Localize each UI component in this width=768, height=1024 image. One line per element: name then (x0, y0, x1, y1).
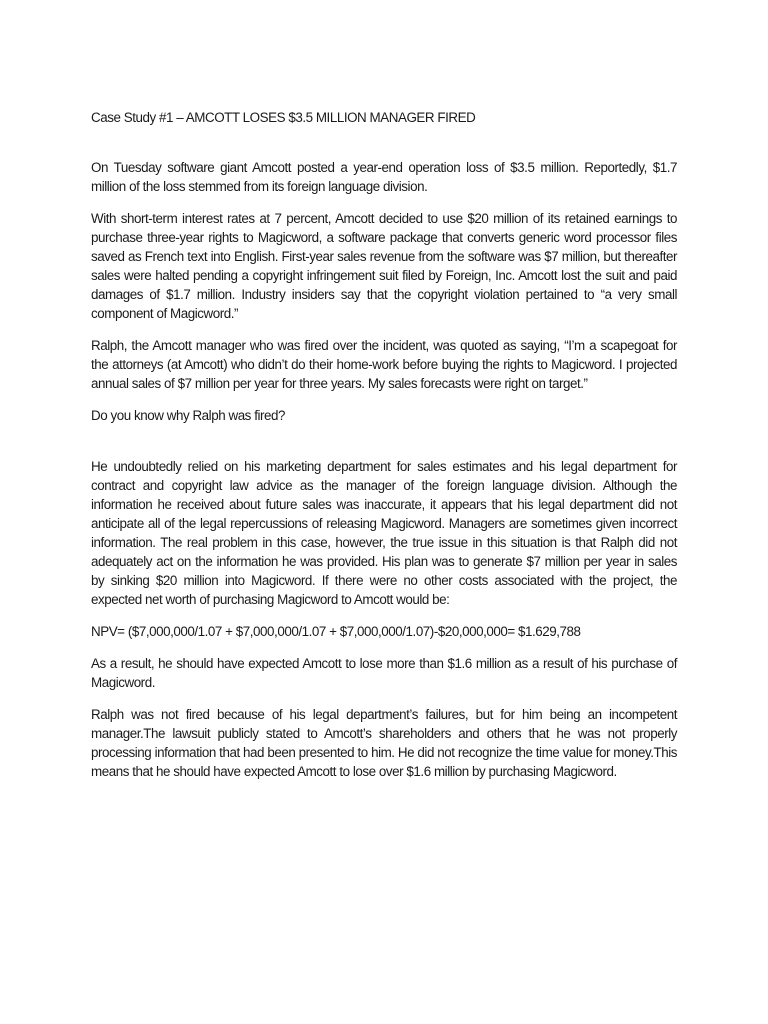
paragraph-npv-formula: NPV= ($7,000,000/1.07 + $7,000,000/1.07 + $7,000,000/1.07)-$20,000,000= $1.629,788 (91, 624, 581, 639)
paragraph-background: With short-term interest rates at 7 percent, Amcott decided to use $20 million of its retained earnings to purchase three-year rights to Magicword, a software package that converts generic word processor files saved as French text into English. First-year sales revenue from the software was $7 million, but thereafter sales were halted pending a copyright infringement suit filed by Foreign, Inc. Amcott lost the suit and paid damages of $1.7 million. Industry insiders say that the copyright violation pertained to “a very small component of Magicword.” (91, 211, 677, 321)
paragraph-analysis: He undoubtedly relied on his marketing department for sales estimates and his legal department for contract and copyright law advice as the manager of the foreign language division. Although the information he received about future sales was inaccurate, it appears that his legal department did not anticipate all of the legal repercussions of releasing Magicword. Managers are sometimes given incorrect information. The real problem in this case, however, the true issue in this situation is that Ralph did not adequately act on the information he was provided. His plan was to generate $7 million per year in sales by sinking $20 million into Magicword. If there were no other costs associated with the project, the expected net worth of purchasing Magicword to Amcott would be: (91, 459, 677, 607)
document-body (91, 108, 677, 794)
paragraph-result: As a result, he should have expected Amcott to lose more than $1.6 million as a result of his purchase of Magicword. (91, 656, 677, 690)
paragraph-conclusion: Ralph was not fired because of his legal department’s failures, but for him being an incompetent manager.The lawsuit publicly stated to Amcott’s shareholders and others that he was not properly processing information that had been presented to him. He did not recognize the time value for money.This means that he should have expected Amcott to lose over $1.6 million by purchasing Magicword. (91, 707, 677, 779)
paragraph-intro: On Tuesday software giant Amcott posted a year-end operation loss of $3.5 million. Reportedly, $1.7 million of the loss stemmed from its foreign language division. (91, 160, 677, 194)
case-study-title: Case Study #1 – AMCOTT LOSES $3.5 MILLION MANAGER FIRED (91, 110, 476, 125)
paragraph-question: Do you know why Ralph was fired? (91, 408, 285, 423)
paragraph-ralph-quote: Ralph, the Amcott manager who was fired over the incident, was quoted as saying, “I’m a scapegoat for the attorneys (at Amcott) who didn’t do their home-work before buying the rights to Magicword. I projected annual sales of $7 million per year for three years. My sales forecasts were right on target.” (91, 338, 677, 391)
